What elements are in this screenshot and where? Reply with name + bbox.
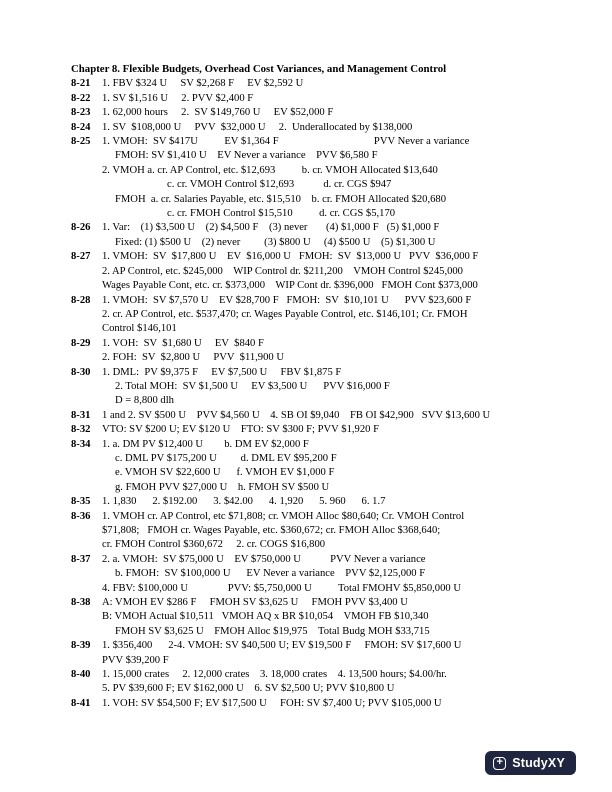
answer-line: $71,808; FMOH cr. Wages Payable, etc. $360,672; cr. FMOH Alloc $368,640; bbox=[102, 525, 441, 536]
chapter-title: Chapter 8. Flexible Budgets, Overhead Cost Variances, and Management Control bbox=[71, 63, 447, 75]
problem-number: 8-27 bbox=[71, 251, 91, 263]
answer-line: 5. PV $39,600 F; EV $162,000 U 6. SV $2,500 U; PVV $10,800 U bbox=[102, 683, 395, 695]
answer-line: 1. Var: (1) $3,500 U (2) $4,500 F (3) never (4) $1,000 F (5) $1,000 F bbox=[102, 222, 440, 234]
problem-row bbox=[71, 553, 576, 596]
answer-line: 1. SV $108,000 U PVV $32,000 U 2. Underallocated by $138,000 bbox=[102, 121, 413, 133]
problem-number: 8-23 bbox=[71, 107, 91, 119]
brand-name bbox=[512, 757, 565, 770]
answer-line: b. FMOH: SV $100,000 U EV Never a variance PVV $2,125,000 F bbox=[115, 568, 426, 580]
answer-line: VTO: SV $200 U; EV $120 U FTO: SV $300 F; PVV $1,920 F bbox=[102, 424, 379, 436]
problem-answer-lines bbox=[102, 337, 576, 366]
problem-number: 8-39 bbox=[71, 640, 91, 652]
answer-line: 1. 15,000 crates 2. 12,000 crates 3. 18,000 crates 4. 13,500 hours; $4.00/hr. bbox=[102, 669, 447, 681]
answer-line: Wages Payable Cont, etc. cr. $373,000 WIP Cont dr. $396,000 FMOH Cont $373,000 bbox=[102, 280, 478, 292]
problem-row bbox=[71, 495, 576, 509]
studyxy-logo[interactable] bbox=[485, 751, 576, 775]
problem-row bbox=[71, 294, 576, 337]
answer-line: Fixed: (1) $500 U (2) never (3) $800 U (4) $500 U (5) $1,300 U bbox=[115, 236, 436, 248]
problem-number: 8-41 bbox=[71, 697, 91, 709]
problem-row bbox=[71, 106, 576, 120]
problem-number: 8-37 bbox=[71, 553, 91, 565]
answer-line: g. FMOH PVV $27,000 U h. FMOH SV $500 U bbox=[115, 481, 330, 493]
answer-line: 1. VOH: SV $54,500 F; EV $17,500 U FOH: SV $7,400 U; PVV $105,000 U bbox=[102, 697, 442, 709]
problem-number: 8-31 bbox=[71, 409, 91, 421]
problem-number: 8-36 bbox=[71, 510, 91, 522]
problem-answer-lines bbox=[102, 294, 576, 337]
problem-answer-lines bbox=[102, 106, 576, 120]
problem-row bbox=[71, 135, 576, 221]
problem-number: 8-25 bbox=[71, 136, 91, 148]
problem-row bbox=[71, 639, 576, 668]
problem-number: 8-40 bbox=[71, 669, 91, 681]
problem-row bbox=[71, 121, 576, 135]
answer-line: c. cr. VMOH Control $12,693 d. cr. CGS $947 bbox=[167, 179, 392, 191]
answer-line: c. cr. FMOH Control $15,510 d. cr. CGS $5,170 bbox=[167, 208, 396, 220]
problem-number: 8-24 bbox=[71, 121, 91, 133]
answer-line: 1. VMOH cr. AP Control, etc $71,808; cr. VMOH Alloc $80,640; Cr. VMOH Control bbox=[102, 510, 465, 522]
plus-glyph: + bbox=[496, 756, 503, 768]
problem-row bbox=[71, 92, 576, 106]
answer-line: PVV $39,200 F bbox=[102, 654, 169, 666]
problem-number: 8-26 bbox=[71, 222, 91, 234]
answer-line: FMOH: SV $1,410 U EV Never a variance PVV $6,580 F bbox=[115, 150, 378, 162]
answer-line: 1. VMOH: SV $17,800 U EV $16,000 U FMOH: SV $13,000 U PVV $36,000 F bbox=[102, 251, 479, 263]
problem-answer-lines bbox=[102, 639, 576, 668]
answer-line: e. VMOH SV $22,600 U f. VMOH EV $1,000 F bbox=[115, 467, 335, 479]
problem-row bbox=[71, 221, 576, 250]
problem-answer-lines bbox=[102, 438, 576, 496]
problem-answer-lines bbox=[102, 423, 576, 437]
answer-line: 2. Total MOH: SV $1,500 U EV $3,500 U PVV $16,000 F bbox=[115, 380, 390, 392]
problem-answer-lines bbox=[102, 668, 576, 697]
answer-line: 2. FOH: SV $2,800 U PVV $11,900 U bbox=[102, 352, 284, 364]
problem-number: 8-38 bbox=[71, 597, 91, 609]
answer-line: 1. SV $1,516 U 2. PVV $2,400 F bbox=[102, 92, 254, 104]
problem-row bbox=[71, 337, 576, 366]
problem-answer-lines bbox=[102, 77, 576, 91]
answer-line: FMOH a. cr. Salaries Payable, etc. $15,510 b. cr. FMOH Allocated $20,680 bbox=[115, 193, 447, 205]
problem-answer-lines bbox=[102, 250, 576, 293]
plus-icon bbox=[493, 757, 506, 770]
answer-line: FMOH SV $3,625 U FMOH Alloc $19,975 Total Budg MOH $33,715 bbox=[115, 625, 430, 637]
answer-line: 1. a. DM PV $12,400 U b. DM EV $2,000 F bbox=[102, 438, 309, 450]
problem-number: 8-34 bbox=[71, 438, 91, 450]
problem-answer-lines bbox=[102, 366, 576, 409]
problem-row bbox=[71, 250, 576, 293]
problem-answer-lines bbox=[102, 135, 576, 221]
answer-line: 1. VOH: SV $1,680 U EV $840 F bbox=[102, 337, 264, 349]
problem-number: 8-28 bbox=[71, 294, 91, 306]
answer-line: 1. VMOH: SV $7,570 U EV $28,700 F FMOH: SV $10,101 U PVV $23,600 F bbox=[102, 294, 472, 306]
answer-line: 2. VMOH a. cr. AP Control, etc. $12,693 b. cr. VMOH Allocated $13,640 bbox=[102, 164, 438, 176]
answer-line: 1. DML: PV $9,375 F EV $7,500 U FBV $1,875 F bbox=[102, 366, 342, 378]
problem-row bbox=[71, 77, 576, 91]
problem-answer-lines bbox=[102, 121, 576, 135]
problems-list bbox=[71, 77, 576, 711]
problem-answer-lines bbox=[102, 510, 576, 553]
answer-line: 2. a. VMOH: SV $75,000 U EV $750,000 U PVV Never a variance bbox=[102, 553, 426, 565]
problem-answer-lines bbox=[102, 409, 576, 423]
answer-line: A: VMOH EV $286 F FMOH SV $3,625 U FMOH PVV $3,400 U bbox=[102, 597, 408, 609]
problem-row bbox=[71, 409, 576, 423]
answer-line: 4. FBV: $100,000 U PVV: $5,750,000 U Total FMOHV $5,850,000 U bbox=[102, 582, 461, 594]
answer-line: 2. cr. AP Control, etc. $537,470; cr. Wages Payable Control, etc. $146,101; Cr. FMOH bbox=[102, 308, 468, 320]
problem-answer-lines bbox=[102, 596, 576, 639]
answer-line: 1. $356,400 2-4. VMOH: SV $40,500 U; EV $19,500 F FMOH: SV $17,600 U bbox=[102, 640, 462, 652]
document-page bbox=[71, 62, 576, 711]
answer-line: 1. 62,000 hours 2. SV $149,760 U EV $52,000 F bbox=[102, 107, 334, 119]
answer-line: cr. FMOH Control $360,672 2. cr. COGS $16,800 bbox=[102, 539, 326, 551]
problem-answer-lines bbox=[102, 92, 576, 106]
problem-row bbox=[71, 697, 576, 711]
problem-answer-lines bbox=[102, 495, 576, 509]
answer-line: 1. 1,830 2. $192.00 3. $42.00 4. 1,920 5. 960 6. 1.7 bbox=[102, 496, 386, 508]
problem-number: 8-32 bbox=[71, 424, 91, 436]
answer-line: D = 8,800 dlh bbox=[115, 395, 174, 407]
answer-line: B: VMOH Actual $10,511 VMOH AQ x BR $10,054 VMOH FB $10,340 bbox=[102, 611, 429, 623]
problem-row bbox=[71, 596, 576, 639]
answer-line: 1. VMOH: SV $417U EV $1,364 F PVV Never a variance bbox=[102, 136, 470, 148]
problem-row bbox=[71, 366, 576, 409]
answer-line: Control $146,101 bbox=[102, 323, 177, 335]
problem-row bbox=[71, 668, 576, 697]
problem-row bbox=[71, 423, 576, 437]
problem-number: 8-29 bbox=[71, 337, 91, 349]
answer-line: 2. AP Control, etc. $245,000 WIP Control dr. $211,200 VMOH Control $245,000 bbox=[102, 265, 463, 277]
problem-number: 8-35 bbox=[71, 496, 91, 508]
problem-row bbox=[71, 438, 576, 496]
problem-number: 8-21 bbox=[71, 78, 91, 90]
answer-line: 1. FBV $324 U SV $2,268 F EV $2,592 U bbox=[102, 78, 304, 90]
problem-answer-lines bbox=[102, 697, 576, 711]
problem-number: 8-30 bbox=[71, 366, 91, 378]
answer-line: 1 and 2. SV $500 U PVV $4,560 U 4. SB OI $9,040 FB OI $42,900 SVV $13,600 U bbox=[102, 409, 491, 421]
problem-answer-lines bbox=[102, 553, 576, 596]
brand-name-prefix: Study bbox=[512, 755, 548, 770]
problem-row bbox=[71, 510, 576, 553]
problem-number: 8-22 bbox=[71, 92, 91, 104]
brand-name-suffix: XY bbox=[547, 755, 565, 770]
problem-answer-lines bbox=[102, 221, 576, 250]
answer-line: c. DML PV $175,200 U d. DML EV $95,200 F bbox=[115, 452, 337, 464]
